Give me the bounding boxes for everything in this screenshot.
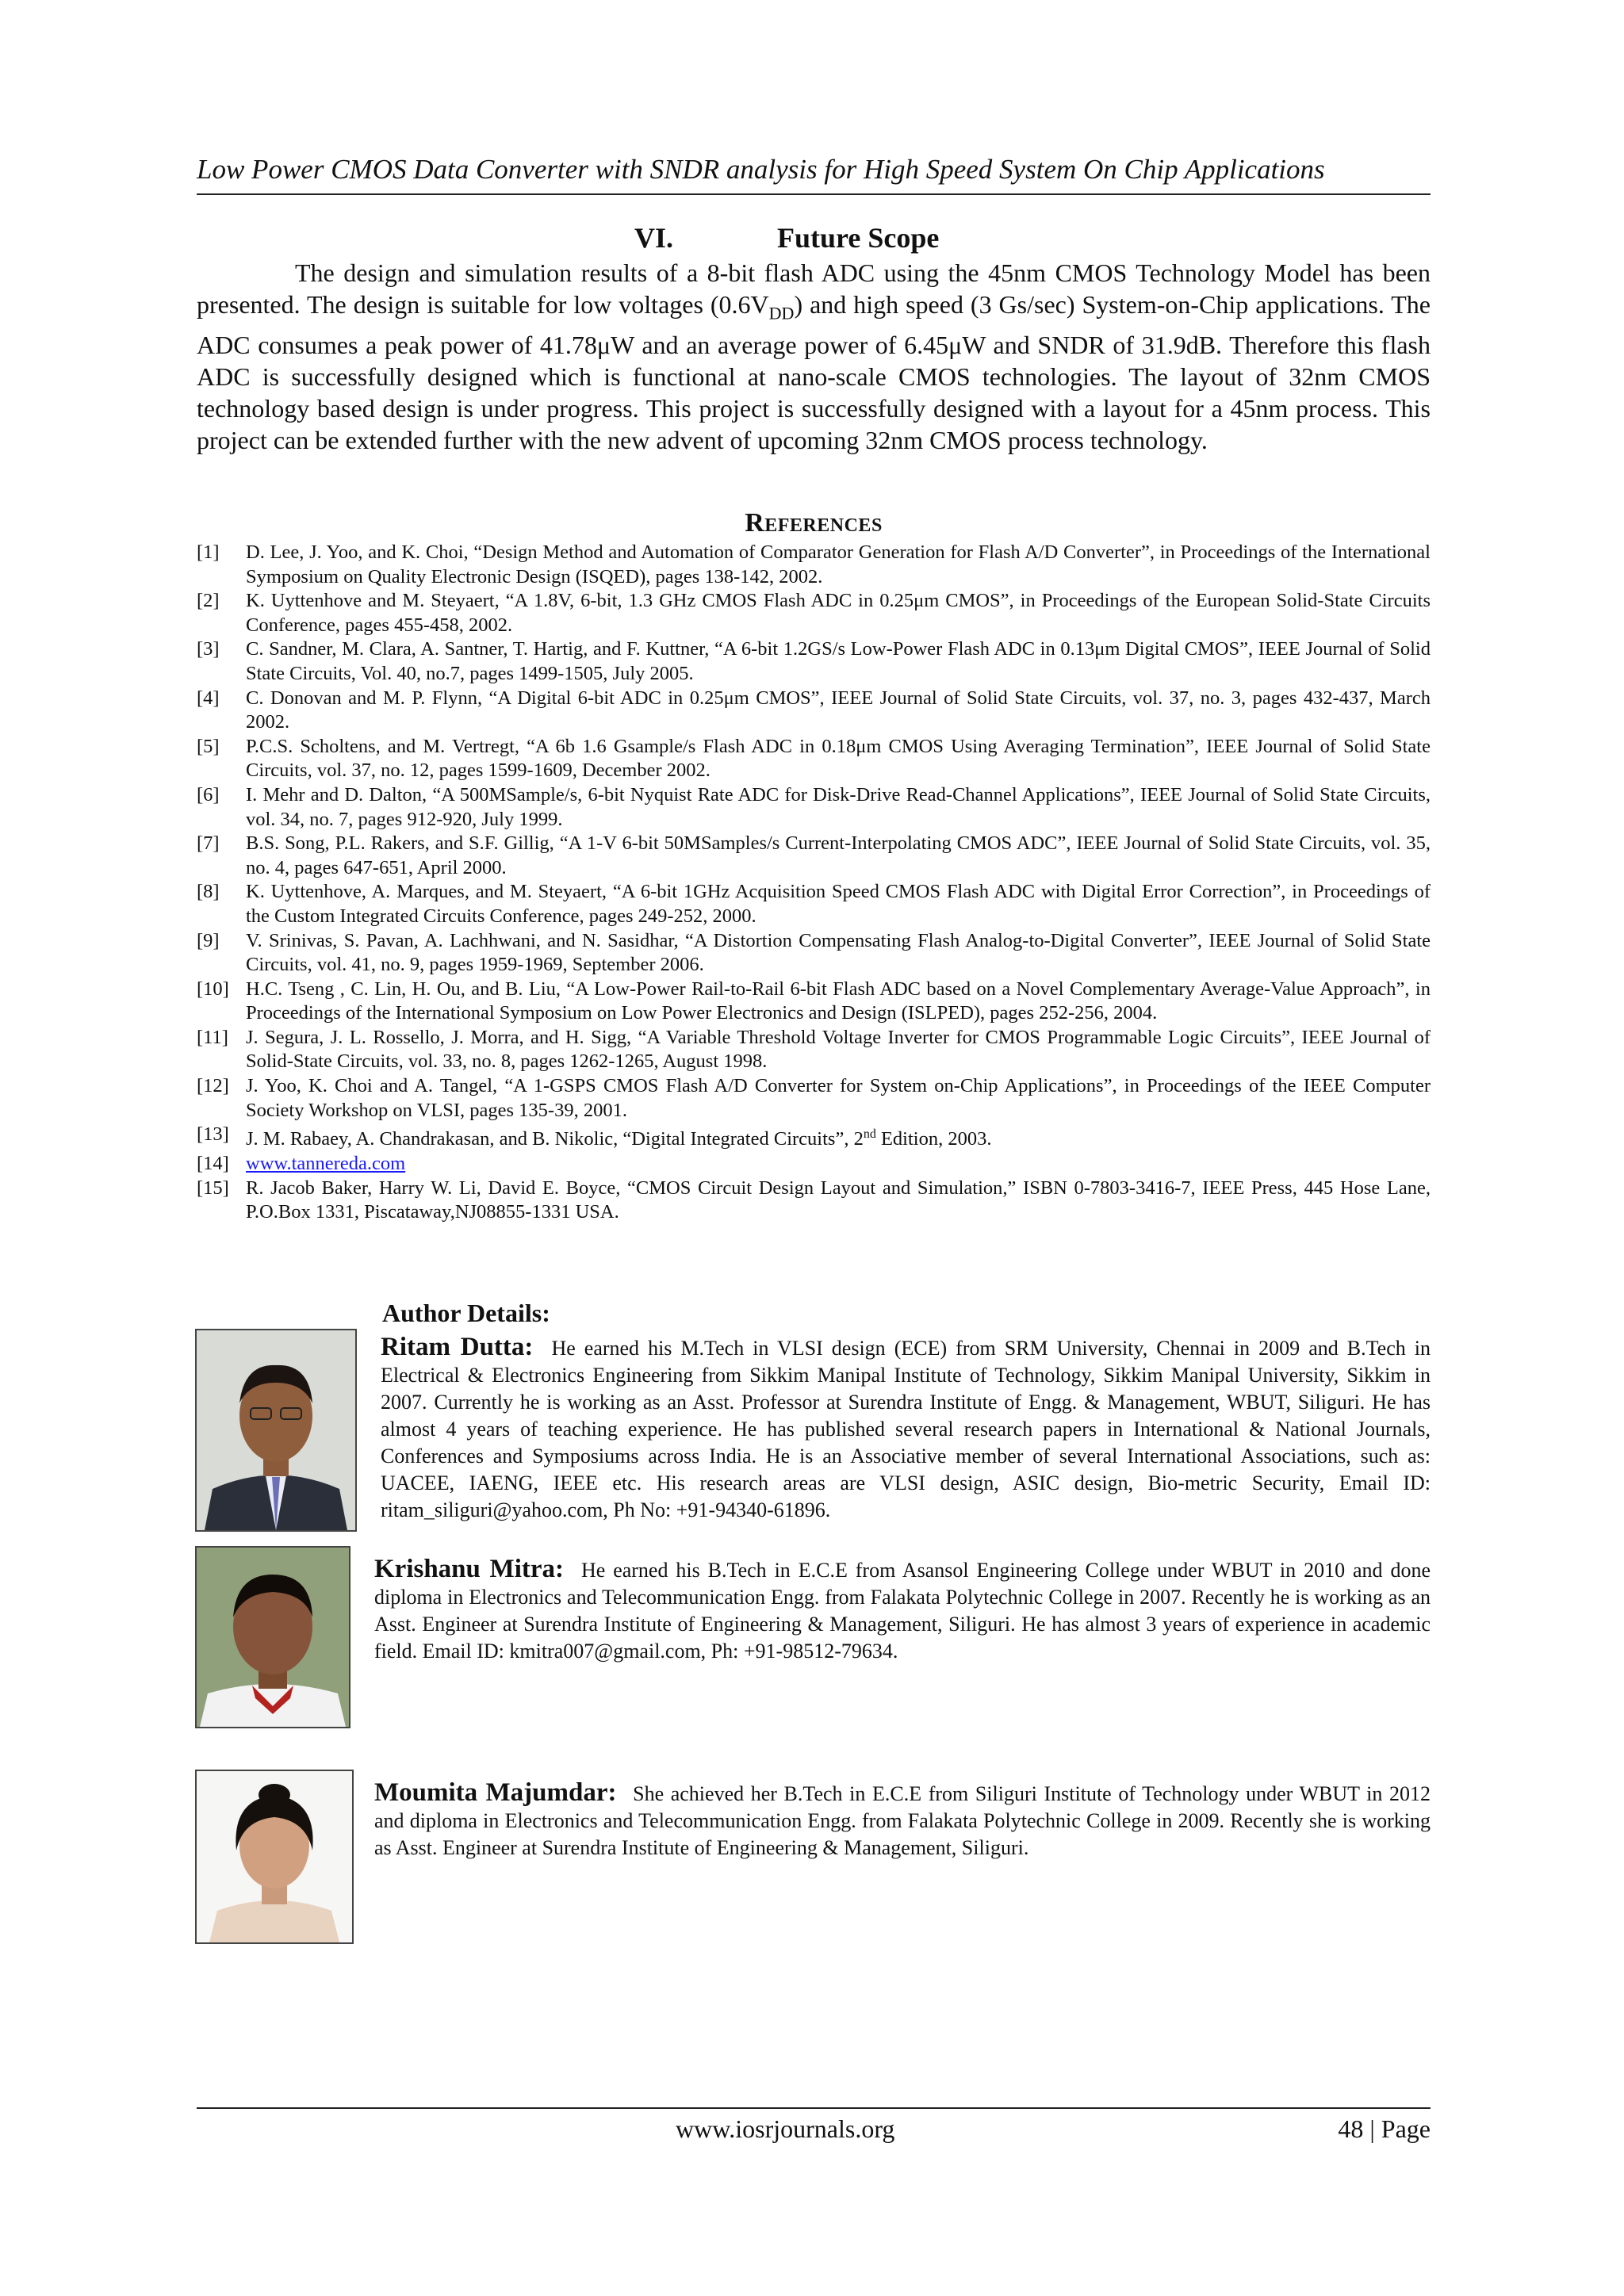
author-bio-ritam-dutta: [381, 1334, 1431, 1524]
portrait-silhouette-icon: [197, 1771, 352, 1942]
reference-item: [197, 1123, 1431, 1152]
reference-item: [197, 687, 1431, 735]
footer-page-number: 48 | Page: [1338, 2114, 1431, 2143]
reference-number: [10]: [197, 978, 229, 1000]
author-bio-krishanu-mitra: [374, 1556, 1431, 1665]
running-header: Low Power CMOS Data Converter with SNDR analysis for High Speed System On Chip Applications: [197, 154, 1325, 185]
portrait-silhouette-icon: [197, 1548, 349, 1727]
reference-item: [197, 929, 1431, 978]
reference-number: [1]: [197, 541, 220, 563]
reference-text: I. Mehr and D. Dalton, “A 500MSample/s, 6-bit Nyquist Rate ADC for Disk-Drive Read-Channel Applications”, IEEE Journal of Solid State Circuits, vol. 34, no. 7, pages 912-920, July 1999.: [246, 783, 1431, 830]
reference-text: H.C. Tseng , C. Lin, H. Ou, and B. Liu, “A Low-Power Rail-to-Rail 6-bit Flash ADC based on a Novel Complementary Average-Value Approach”, in Proceedings of the International Symposium on Low Power Electronics and Design (ISLPED), pages 252-256, 2004.: [246, 978, 1431, 1024]
reference-item: [197, 1152, 1431, 1177]
reference-number: [5]: [197, 735, 220, 757]
reference-number: [14]: [197, 1153, 229, 1174]
reference-number: [8]: [197, 881, 220, 903]
author-photo-ritam-dutta: [195, 1329, 357, 1532]
author-bio-text: She achieved her B.Tech in E.C.E from Siliguri Institute of Technology under WBUT in 2012 and diploma in Electronics and Telecommunication Engg. from Falakata Polytechnic College in 2009. Recently she is working as Asst. Engineer at Surendra Institute of Engineering & Management, Siliguri.: [374, 1782, 1431, 1859]
reference-number: [3]: [197, 638, 220, 660]
reference-item: [197, 637, 1431, 686]
portrait-silhouette-icon: [197, 1330, 355, 1530]
reference-number: [2]: [197, 590, 220, 612]
reference-number: [9]: [197, 929, 220, 951]
footer-url: www.iosrjournals.org: [676, 2114, 895, 2143]
section-title: Future Scope: [777, 222, 940, 254]
reference-text: P.C.S. Scholtens, and M. Vertregt, “A 6b 1.6 Gsample/s Flash ADC in 0.18μm CMOS Using Averaging Termination”, IEEE Journal of Solid State Circuits, vol. 37, no. 12, pages 1599-1609, December 2002.: [246, 735, 1431, 782]
references-heading: References: [745, 508, 883, 538]
reference-item: [197, 1177, 1431, 1225]
reference-text: D. Lee, J. Yoo, and K. Choi, “Design Method and Automation of Comparator Generation for Flash A/D Converter”, in Proceedings of the International Symposium on Quality Electronic Design (ISQED), pages 138-142, 2002.: [246, 541, 1431, 587]
paragraph-text-part-2: ) and high speed (3 Gs/sec) System-on-Chip applications. The ADC consumes a peak power of 41.78μW and an average power of 6.45μW and SNDR of 31.9dB. Therefore this flash ADC is successfully designed which is functional at nano-scale CMOS technologies. The layout of 32nm CMOS technology based design is under progress. This project is successfully designed with a layout for a 45nm process. This project can be extended further with the new advent of upcoming 32nm CMOS process technology.: [197, 290, 1431, 455]
author-name: Krishanu Mitra:: [374, 1555, 565, 1583]
ordinal-superscript: nd: [863, 1127, 876, 1142]
reference-text: J. Segura, J. L. Rossello, J. Morra, and H. Sigg, “A Variable Threshold Voltage Inverter for CMOS Programmable Logic Circuits”, IEEE Journal of Solid-State Circuits, vol. 33, no. 8, pages 1262-1265, August 1998.: [246, 1026, 1431, 1073]
reference-text: C. Donovan and M. P. Flynn, “A Digital 6-bit ADC in 0.25μm CMOS”, IEEE Journal of Solid State Circuits, vol. 37, no. 3, pages 432-437, March 2002.: [246, 687, 1431, 733]
reference-text: R. Jacob Baker, Harry W. Li, David E. Boyce, “CMOS Circuit Design Layout and Simulation,” ISBN 0-7803-3416-7, IEEE Press, 445 Hose Lane, P.O.Box 1331, Piscataway,NJ08855-1331 USA.: [246, 1177, 1431, 1223]
reference-number: [6]: [197, 783, 220, 806]
author-photo-krishanu-mitra: [195, 1546, 350, 1728]
tannereda-link[interactable]: www.tannereda.com: [246, 1153, 406, 1174]
reference-item: [197, 1074, 1431, 1123]
paragraph-text-part-1: The design and simulation results of a 8-bit flash ADC using the 45nm CMOS Technology Model has been presented. The design is suitable for low voltages (0.6V: [197, 258, 1431, 319]
reference-number: [12]: [197, 1075, 229, 1097]
reference-number: [15]: [197, 1177, 229, 1199]
author-bio-moumita-majumdar: [374, 1779, 1431, 1862]
reference-item: [197, 589, 1431, 637]
reference-text: C. Sandner, M. Clara, A. Santner, T. Hartig, and F. Kuttner, “A 6-bit 1.2GS/s Low-Power Flash ADC in 0.13μm Digital CMOS”, IEEE Journal of Solid State Circuits, Vol. 40, no.7, pages 1499-1505, July 2005.: [246, 638, 1431, 684]
header-rule: [197, 193, 1431, 195]
footer-rule: [197, 2107, 1431, 2109]
reference-number: [7]: [197, 832, 220, 855]
reference-item: [197, 978, 1431, 1026]
author-name: Moumita Majumdar:: [374, 1778, 617, 1807]
reference-number: [4]: [197, 687, 220, 709]
author-photo-moumita-majumdar: [195, 1770, 354, 1944]
reference-number: [11]: [197, 1026, 228, 1048]
vdd-subscript: DD: [768, 303, 795, 323]
references-list: [197, 541, 1431, 1225]
reference-text: B.S. Song, P.L. Rakers, and S.F. Gillig, “A 1-V 6-bit 50MSamples/s Current-Interpolating CMOS ADC”, IEEE Journal of Solid State Circuits, vol. 35, no. 4, pages 647-651, April 2000.: [246, 832, 1431, 878]
reference-item: [197, 735, 1431, 783]
reference-item: [197, 832, 1431, 880]
author-bio-text: He earned his M.Tech in VLSI design (ECE) from SRM University, Chennai in 2009 and B.Tech in Electrical & Electronics Engineering from Sikkim Manipal Institute of Technology, Sikkim Manipal University, Sikkim in 2007. Currently he is working as an Asst. Professor at Surendra Institute of Engg. & Management, WBUT, Siliguri. He has almost 4 years of teaching experience. He has published several research papers in International & National Journals, Conferences and Symposiums across India. He is an Associative member of several International Associations, such as: UACEE, IAENG, IEEE etc. His research areas are VLSI design, ASIC design, Bio-metric Security, Email ID: ritam_siliguri@yahoo.com, Ph No: +91-94340-61896.: [381, 1337, 1431, 1521]
reference-text: V. Srinivas, S. Pavan, A. Lachhwani, and N. Sasidhar, “A Distortion Compensating Flash Analog-to-Digital Converter”, IEEE Journal of Solid State Circuits, vol. 41, no. 9, pages 1959-1969, September 2006.: [246, 929, 1431, 976]
reference-text: K. Uyttenhove, A. Marques, and M. Steyaert, “A 6-bit 1GHz Acquisition Speed CMOS Flash ADC with Digital Error Correction”, in Proceedings of the Custom Integrated Circuits Conference, pages 249-252, 2000.: [246, 881, 1431, 927]
section-number: VI.: [634, 222, 674, 254]
reference-item: [197, 541, 1431, 589]
reference-text: J. M. Rabaey, A. Chandrakasan, and B. Nikolic, “Digital Integrated Circuits”, 2: [246, 1128, 864, 1150]
future-scope-paragraph: [197, 257, 1431, 456]
reference-text: J. Yoo, K. Choi and A. Tangel, “A 1-GSPS CMOS Flash A/D Converter for System on-Chip Applications”, in Proceedings of the IEEE Computer Society Workshop on VLSI, pages 135-39, 2001.: [246, 1075, 1431, 1121]
author-details-heading: Author Details:: [382, 1299, 550, 1327]
reference-number: [13]: [197, 1123, 229, 1146]
author-bio-text: He earned his B.Tech in E.C.E from Asansol Engineering College under WBUT in 2010 and done diploma in Electronics and Telecommunication Engg. from Falakata Polytechnic College in 2007. Recently he is working as an Asst. Engineer at Surendra Institute of Engineering & Management, Siliguri. He has almost 3 years of experience in academic field. Email ID: kmitra007@gmail.com, Ph: +91-98512-79634.: [374, 1559, 1431, 1663]
reference-text-end: Edition, 2003.: [875, 1128, 992, 1150]
reference-item: [197, 880, 1431, 928]
reference-text: K. Uyttenhove and M. Steyaert, “A 1.8V, 6-bit, 1.3 GHz CMOS Flash ADC in 0.25μm CMOS”, in Proceedings of the European Solid-State Circuits Conference, pages 455-458, 2002.: [246, 590, 1431, 636]
reference-item: [197, 783, 1431, 832]
reference-item: [197, 1026, 1431, 1074]
author-name: Ritam Dutta:: [381, 1333, 534, 1361]
